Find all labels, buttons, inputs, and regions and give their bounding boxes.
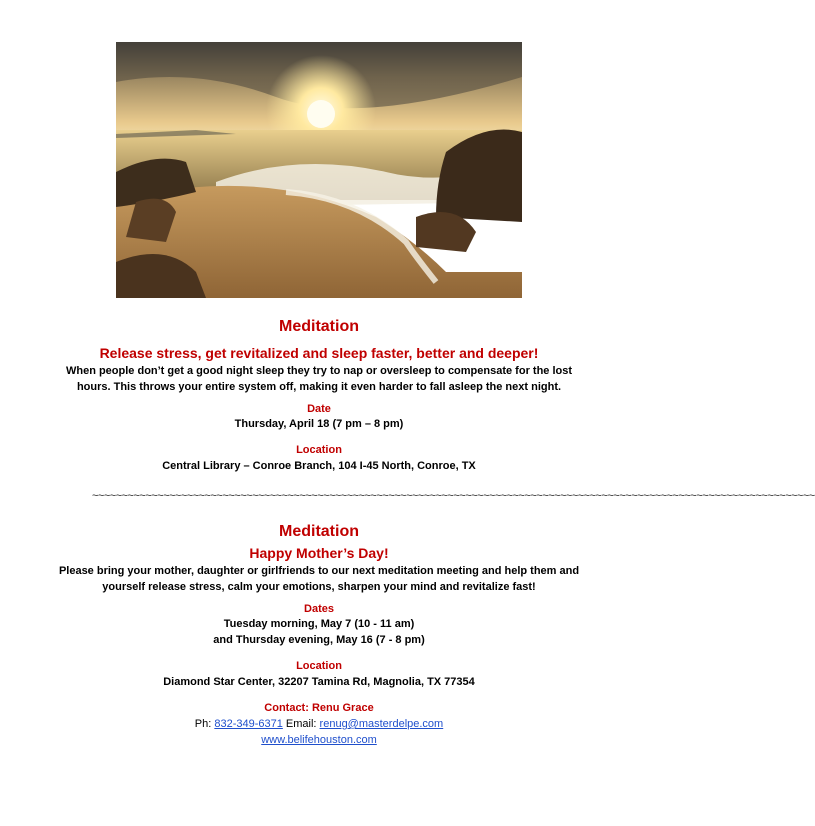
email-prefix: Email:: [285, 718, 317, 730]
event2-body-line2: yourself release stress, calm your emotions, sharpen your mind and revitalize fast!: [102, 581, 536, 593]
event1-title: Meditation: [279, 318, 359, 335]
event2-location-value: Diamond Star Center, 32207 Tamina Rd, Magnolia, TX 77354: [163, 676, 475, 688]
event1-location-label: Location: [296, 444, 342, 456]
event2-contact-label: Contact: Renu Grace: [264, 702, 374, 714]
event2-location-label: Location: [296, 660, 342, 672]
contact-line: [0, 716, 638, 732]
separator-line: ~~~~~~~~~~~~~~~~~~~~~~~~~~~~~~~~~~~~~~~~~~~~~~~~~~~~~~~~~~~~~~~~~~~~~~~~~~~~~~~~~~~~~~~~~~~~~~~~~~~~~~~~~~~~~~~~~~~~~~~~~~: [92, 490, 815, 502]
website-line: [0, 732, 638, 748]
event1-date-value: Thursday, April 18 (7 pm – 8 pm): [234, 418, 404, 430]
email-link[interactable]: renug@masterdelpe.com: [319, 718, 444, 730]
event1-date-label: Date: [307, 403, 331, 415]
beach-sunset-icon: [116, 42, 522, 298]
event2-title: Meditation: [279, 523, 359, 540]
event2-subtitle: Happy Mother’s Day!: [249, 545, 389, 561]
event2-dates-label: Dates: [304, 603, 334, 615]
phone-prefix: Ph:: [194, 718, 212, 730]
website-link[interactable]: www.belifehouston.com: [261, 734, 377, 746]
event2-body-line1: Please bring your mother, daughter or girlfriends to our next meditation meeting and help them and: [58, 565, 580, 577]
event1-body-line1: When people don’t get a good night sleep they try to nap or oversleep to compensate for the lost: [65, 365, 573, 377]
event1-subtitle: Release stress, get revitalized and sleep faster, better and deeper!: [99, 345, 539, 361]
event1-body-line2: hours. This throws your entire system off, making it even harder to fall asleep the next night.: [76, 381, 562, 393]
beach-sunset-photo: [116, 42, 522, 298]
event2-dates-line2: and Thursday evening, May 16 (7 - 8 pm): [213, 634, 425, 646]
phone-link[interactable]: 832-349-6371: [214, 718, 283, 730]
event1-location-value: Central Library – Conroe Branch, 104 I-45 North, Conroe, TX: [162, 460, 476, 472]
event2-dates-line1: Tuesday morning, May 7 (10 - 11 am): [223, 618, 415, 630]
